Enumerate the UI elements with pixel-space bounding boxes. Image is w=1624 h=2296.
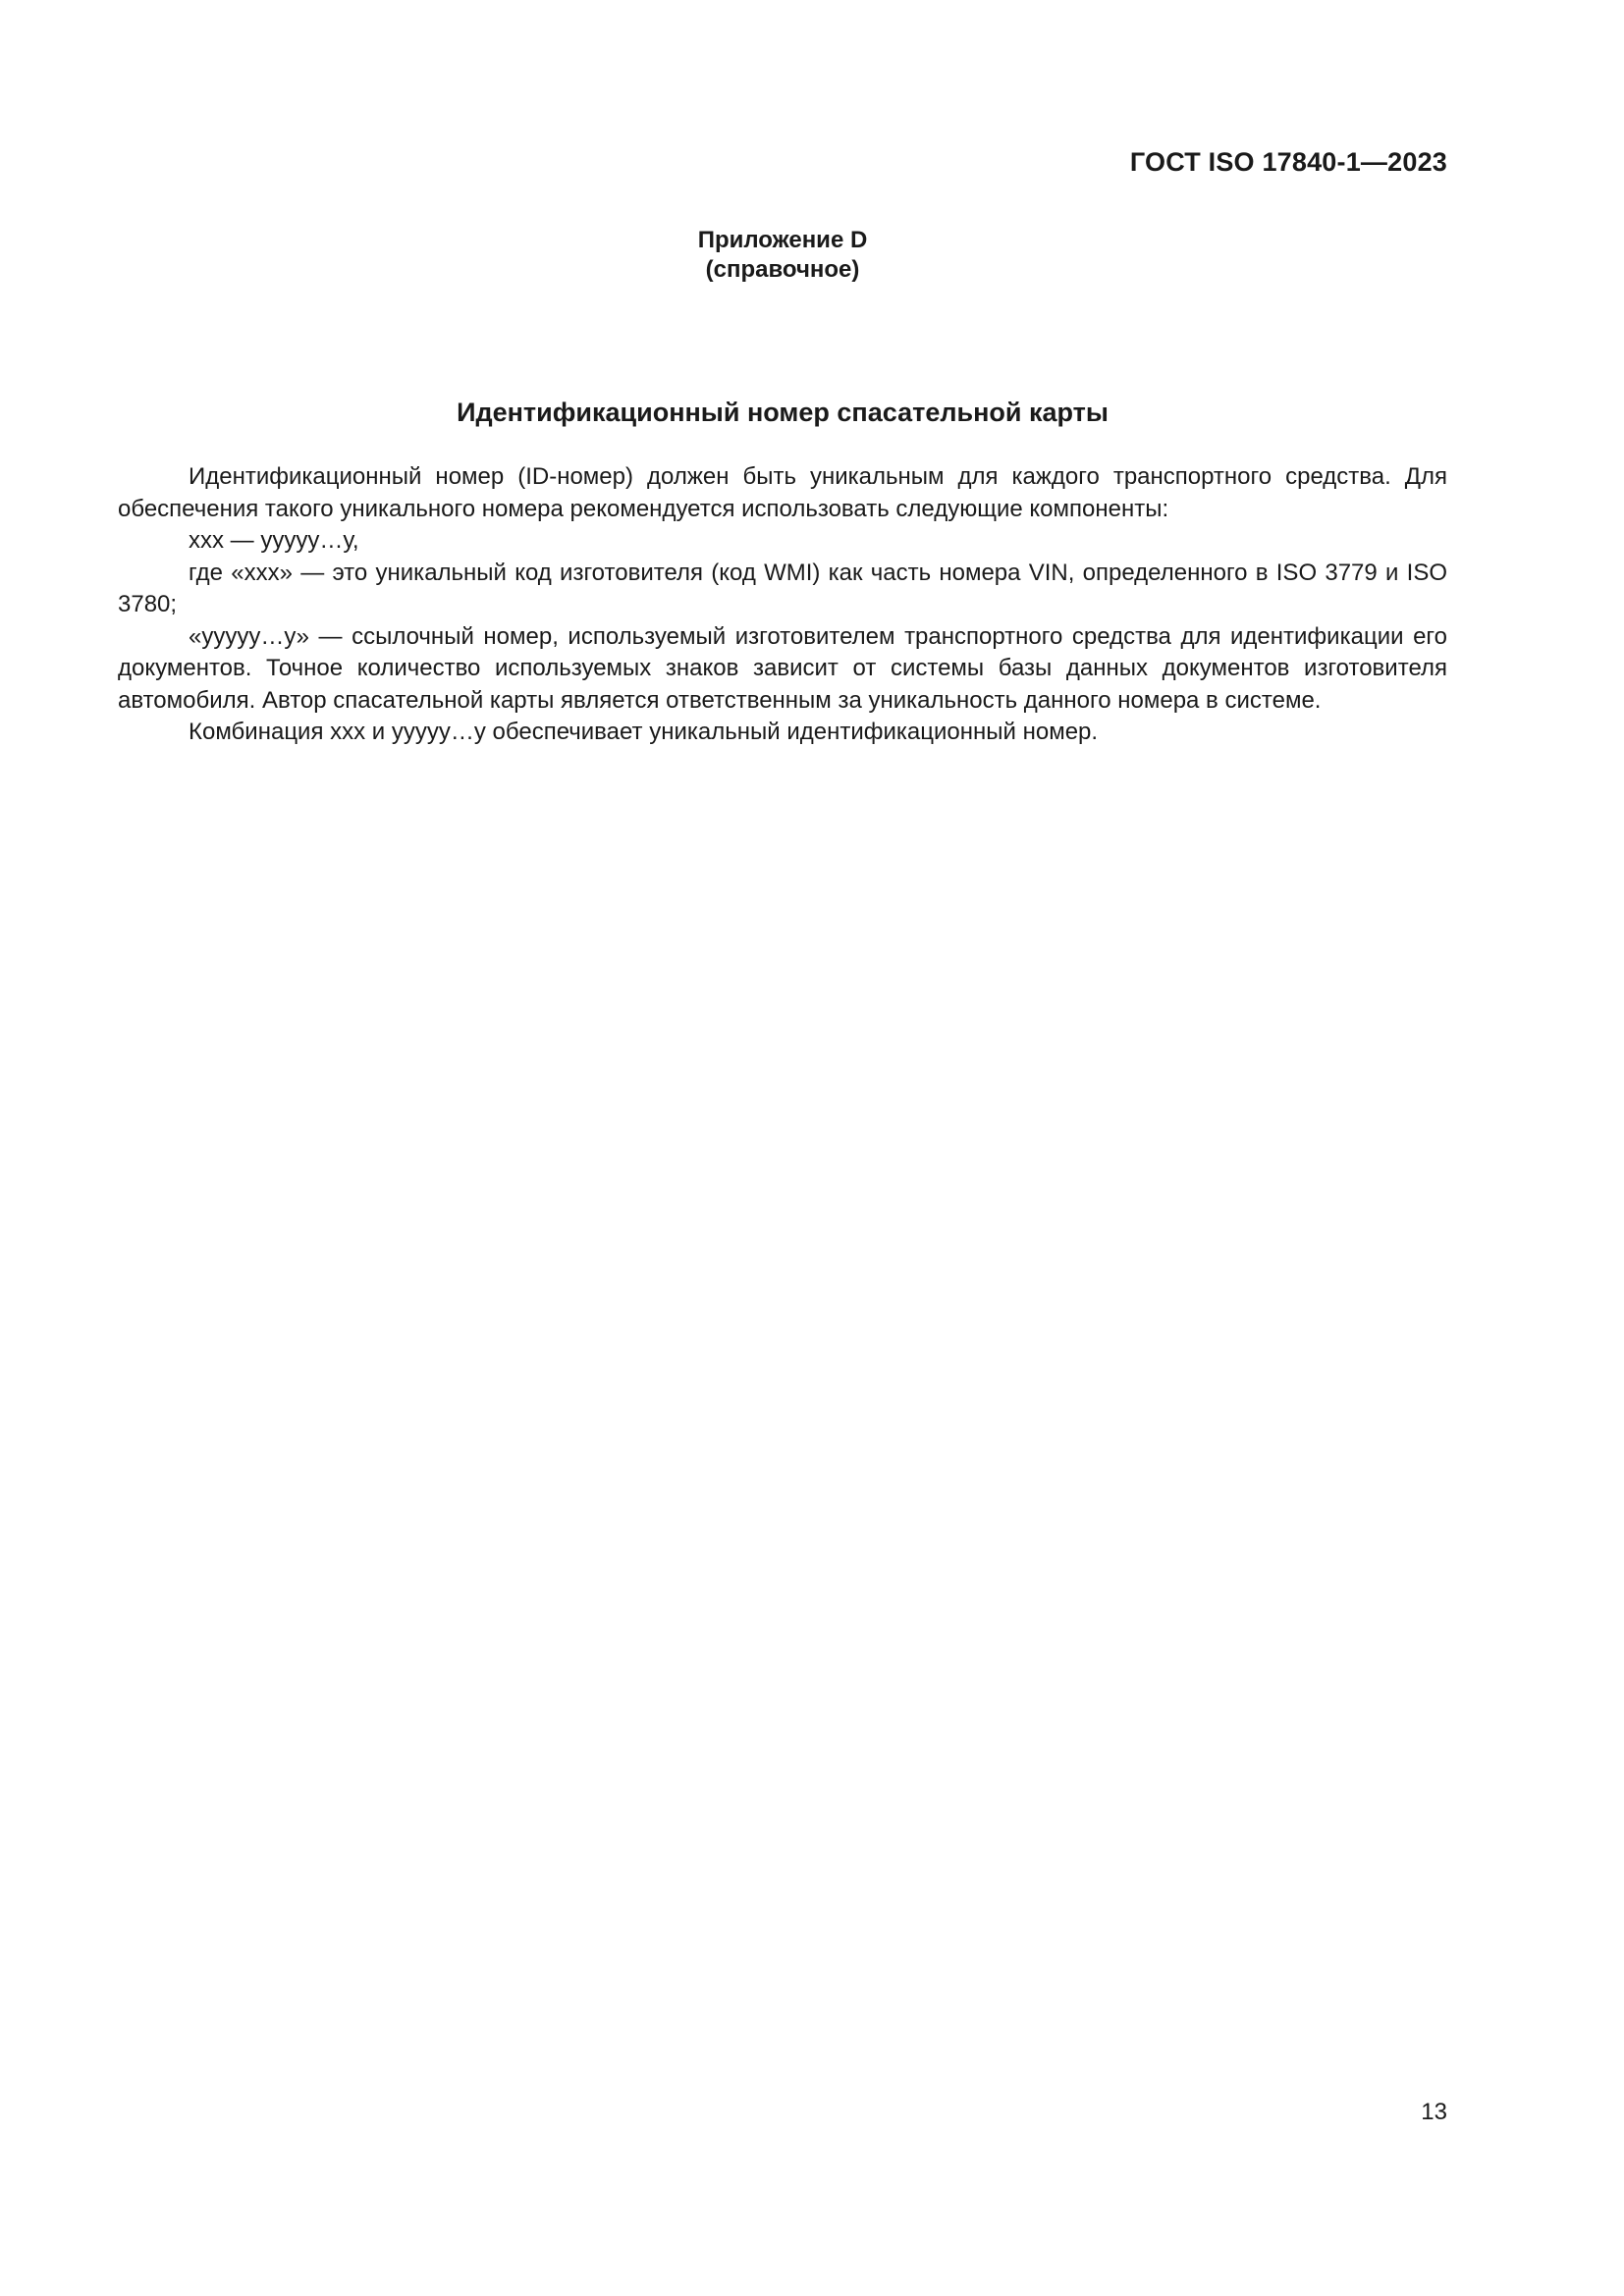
- page-number: 13: [1421, 2099, 1447, 2125]
- appendix-subtitle: (справочное): [705, 256, 860, 283]
- appendix-title: Приложение D: [697, 227, 868, 253]
- document-header: ГОСТ ISO 17840-1—2023: [1129, 147, 1447, 177]
- section-title: Идентификационный номер спасательной карты: [457, 398, 1109, 427]
- paragraph-combination: Комбинация ххх и ууууу…у обеспечивает уникальный идентификационный номер.: [189, 719, 1099, 745]
- appendix-heading: [0, 226, 1565, 285]
- paragraph-intro: Идентификационный номер (ID-номер) должен быть уникальным для каждого транспортного средства. Для обеспечения такого уникального номера рекомендуется использовать следующие компоненты:: [118, 463, 1447, 522]
- body-text: [118, 461, 1447, 749]
- paragraph-formula: ххх — ууууу…у,: [189, 527, 359, 554]
- paragraph-xxx-definition: где «ххх» — это уникальный код изготовителя (код WMI) как часть номера VIN, определенного в ISO 3779 и ISO 3780;: [118, 559, 1447, 617]
- paragraph-yyy-definition: «ууууу…у» — ссылочный номер, используемый изготовителем транспортного средства для идентификации его документов. Точное количество используемых знаков зависит от системы базы данных документов изготовителя автомобиля. Автор спасательной карты является ответственным за уникальность данного номера в системе.: [118, 622, 1447, 714]
